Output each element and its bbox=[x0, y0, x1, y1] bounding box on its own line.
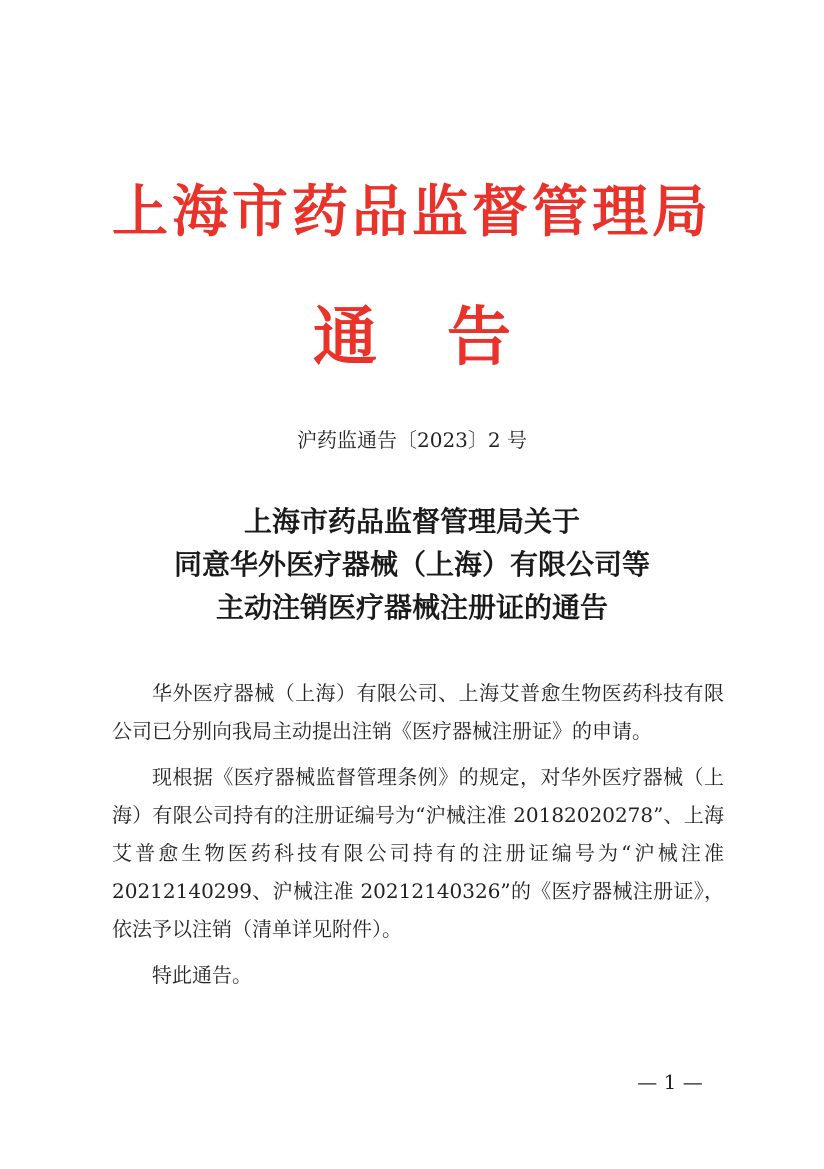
heading-line-1: 上海市药品监督管理局关于 bbox=[243, 505, 580, 538]
heading-line-2: 同意华外医疗器械（上海）有限公司等 bbox=[173, 548, 650, 581]
notice-heading bbox=[0, 500, 824, 629]
body-paragraph-2: 现根据《医疗器械监督管理条例》的规定，对华外医疗器械（上海）有限公司持有的注册证编号为“沪械注准 20182020278”、上海艾普愈生物医药科技有限公司持有的注册证编号为“沪械注准 20212140299、沪械注准 20212140326”的《医疗器械注册证》，依法予以注销（清单详见附件）。 bbox=[112, 765, 724, 941]
body-paragraph-1: 华外医疗器械（上海）有限公司、上海艾普愈生物医药科技有限公司已分别向我局主动提出注销《医疗器械注册证》的申请。 bbox=[112, 681, 724, 743]
notice-title-left: 通 bbox=[313, 300, 377, 375]
closing-line: 特此通告。 bbox=[152, 963, 252, 987]
document-number: 沪药监通告〔2023〕2 号 bbox=[297, 428, 527, 452]
page-number: — 1 — bbox=[637, 1070, 703, 1094]
agency-title: 上海市药品监督管理局 bbox=[112, 179, 712, 245]
notice-title-right: 告 bbox=[447, 300, 511, 375]
notice-title bbox=[0, 302, 824, 374]
heading-line-3: 主动注销医疗器械注册证的通告 bbox=[215, 591, 608, 624]
notice-body bbox=[112, 674, 724, 1002]
